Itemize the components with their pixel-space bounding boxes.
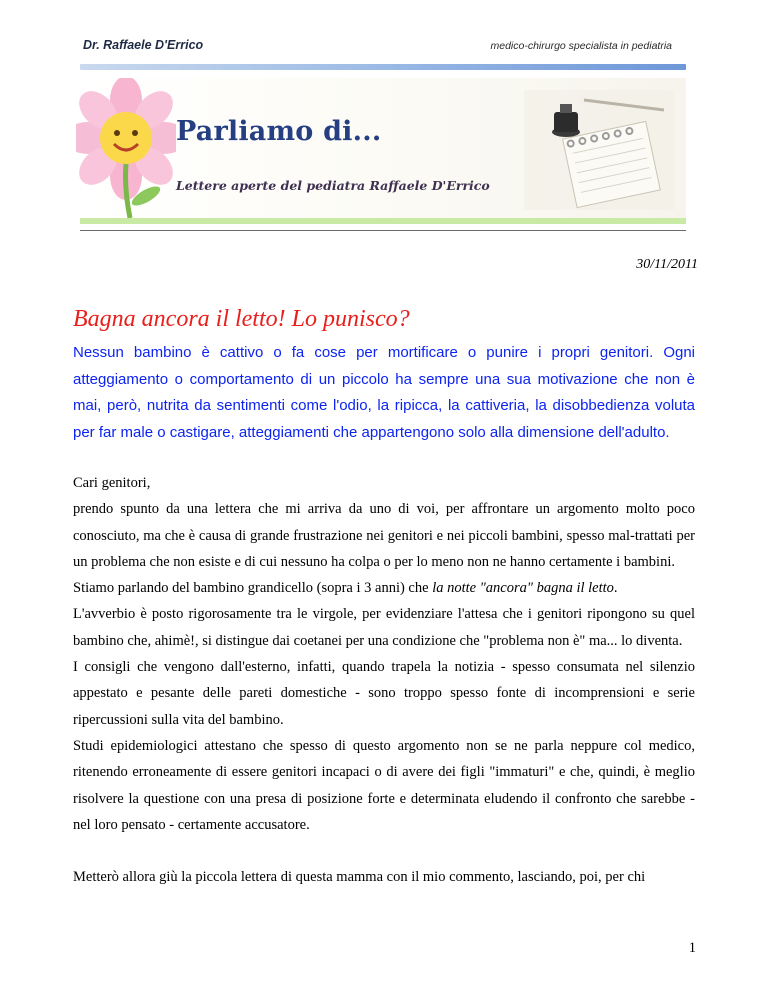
letter-title: Bagna ancora il letto! Lo punisco? (73, 306, 410, 332)
paragraph-4: I consigli che vengono dall'esterno, infatti, quando trapela la notizia - spesso consumata nel silenzio appestato e pesante delle pareti domestiche - sono troppo spesso fonte di incomprensioni e serie ripercussioni sulla vita del bambino. (73, 659, 695, 728)
doctor-name: Dr. Raffaele D'Errico (83, 38, 204, 52)
paragraph-2-emphasis: la notte "ancora" bagna il letto (432, 580, 614, 597)
letterhead (80, 30, 686, 70)
banner (80, 78, 686, 218)
salutation: Cari genitori, (73, 475, 151, 491)
doctor-specialty: medico-chirurgo specialista in pediatria (490, 40, 672, 52)
paragraph-3: L'avverbio è posto rigorosamente tra le virgole, per evidenziare l'attesa che i genitori ripongono su quel bambino che, ahimè!, si distingue dai coetanei per una condizione che "problema non è" ma... lo diventa. (73, 606, 695, 649)
letter-body (73, 470, 695, 891)
paragraph-2 (73, 575, 695, 601)
smiling-flower-icon (76, 78, 176, 218)
header-divider (80, 230, 686, 231)
letter-abstract: Nessun bambino è cattivo o fa cose per mortificare o punire i propri genitori. Ogni atteggiamento o comportamento di un piccolo ha sempre una sua motivazione che non è mai, però, nutrita da sentimenti come l'odio, la ripicca, la cattiveria, la disobbedienza voluta per far male o castigare, atteggiamenti che appartengono solo alla dimensione dell'adulto. (73, 344, 695, 441)
notebook-and-inkwell-icon (524, 90, 674, 210)
banner-green-bar (80, 218, 686, 224)
banner-subtitle: Lettere aperte del pediatra Raffaele D'Errico (176, 178, 490, 193)
paragraph-1: prendo spunto da una lettera che mi arriva da uno di voi, per affrontare un argomento molto poco conosciuto, ma che è causa di grande frustrazione nei genitori e nei piccoli bambini, spesso mal-trattati per un problema che non esiste e di cui nessuno ha colpa o per lo meno non ne hanno certamente i bambini. (73, 501, 695, 570)
paragraph-2-end: . (613, 580, 618, 597)
paragraph-6: Metterò allora giù la piccola lettera di questa mamma con il mio commento, lasciando, poi, per chi (73, 869, 646, 886)
page-number: 1 (688, 940, 696, 956)
paragraph-2-text: Stiamo parlando del bambino grandicello (sopra i 3 anni) che (73, 580, 433, 597)
banner-title: Parliamo di... (176, 116, 382, 147)
paragraph-spacer (73, 838, 695, 864)
header-blue-bar (80, 64, 686, 70)
letter-date: 30/11/2011 (636, 257, 698, 272)
paragraph-5: Studi epidemiologici attestano che spesso di questo argomento non se ne parla neppure col medico, ritenendo erroneamente di essere genitori incapaci o di avere dei figli "immaturi" e che, quindi, è meglio risolvere la questione con una presa di posizione forte e determinata eludendo il confronto che sarebbe - nel loro pensato - certamente accusatore. (73, 737, 695, 833)
